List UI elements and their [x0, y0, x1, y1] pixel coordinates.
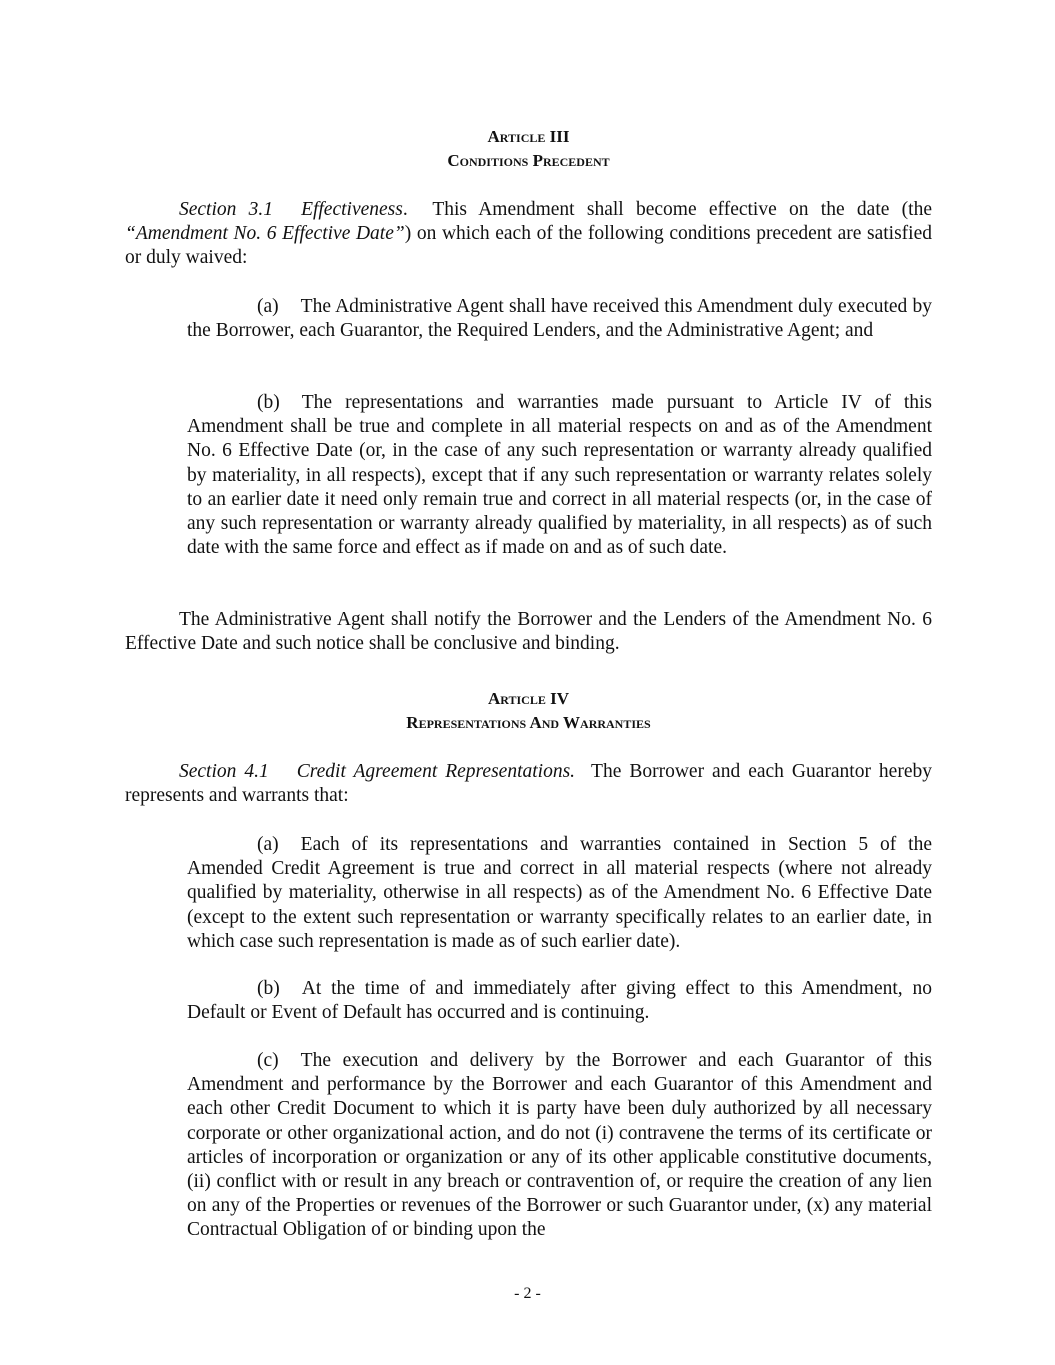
item-text: The Administrative Agent shall have received this Amendment duly executed by the Borrower, each Guarantor, the Required Lenders, and the Administrative Agent; and [187, 296, 932, 342]
section-4-1-paragraph [125, 760, 932, 808]
article-title: Representations And Warranties [406, 713, 651, 732]
article-iii-heading [125, 125, 932, 173]
item-marker: (b) [257, 978, 280, 999]
section-title-punct: . [402, 199, 408, 220]
section-text: This Amendment shall become effective on the date (the [432, 199, 932, 220]
article-label: Article IV [487, 689, 569, 708]
item-marker: (a) [257, 834, 279, 855]
article-title: Conditions Precedent [447, 151, 610, 170]
section-4-1-item-c [187, 1049, 932, 1243]
section-text-continued: ) on which each of the following conditions precedent are satisfied or duly waived: [125, 223, 932, 269]
page-number: - 2 - [514, 1285, 541, 1302]
section-title: Credit Agreement Representations. [296, 761, 576, 782]
item-marker: (a) [257, 296, 279, 317]
item-text: Each of its representations and warranties contained in Section 5 of the Amended Credit Agreement is true and correct in all material respects (where not already qualified by materiality, otherwise in all respects) as of the Amendment No. 6 Effective Date (except to the extent such representation or warranty specifically relates to an earlier date, in which case such representation is made as of such earlier date). [187, 834, 932, 952]
section-number: Section 3.1 [179, 199, 274, 220]
section-number: Section 4.1 [179, 761, 269, 782]
item-text: At the time of and immediately after giving effect to this Amendment, no Default or Event of Default has occurred and is continuing. [187, 978, 932, 1024]
section-title: Effectiveness [301, 199, 403, 220]
article-label: Article III [487, 127, 570, 146]
section-3-1-item-b [187, 391, 932, 560]
item-text: The representations and warranties made pursuant to Article IV of this Amendment shall be true and complete in all material respects on and as of the Amendment No. 6 Effective Date (or, in the case of any such representation or warranty already qualified by materiality, in all respects), except that if any such representation or warranty relates solely to an earlier date it need only remain true and correct in all material respects (or, in the case of any such representation or warranty already qualified by materiality, in all respects) as of such date with the same force and effect as if made on and as of such date. [187, 392, 932, 559]
item-marker: (b) [257, 392, 280, 413]
defined-term: “Amendment No. 6 Effective Date” [125, 223, 405, 245]
section-3-1-paragraph [125, 198, 932, 271]
section-4-1-item-b [187, 977, 932, 1025]
item-text: The execution and delivery by the Borrower and each Guarantor of this Amendment and performance by the Borrower and each Guarantor of this Amendment and each other Credit Document to which it is party have been duly authorized by all necessary corporate or other organizational action, and do not (i) contravene the terms of its certificate or articles of incorporation or organization or any of its other applicable constitutive documents, (ii) conflict with or result in any breach or contravention of, or require the creation of any lien on any of the Properties or revenues of the Borrower or such Guarantor under, (x) any material Contractual Obligation of or binding upon the [187, 1050, 932, 1241]
section-3-1-item-a [187, 295, 932, 343]
notice-paragraph: The Administrative Agent shall notify the Borrower and the Lenders of the Amendment No. 6 Effective Date and such notice shall be conclusive and binding. [125, 609, 932, 655]
section-4-1-item-a [187, 833, 932, 954]
section-text: The Borrower and each Guarantor hereby represents and warrants that: [125, 761, 932, 807]
article-iv-heading [125, 687, 932, 735]
item-marker: (c) [257, 1050, 279, 1071]
